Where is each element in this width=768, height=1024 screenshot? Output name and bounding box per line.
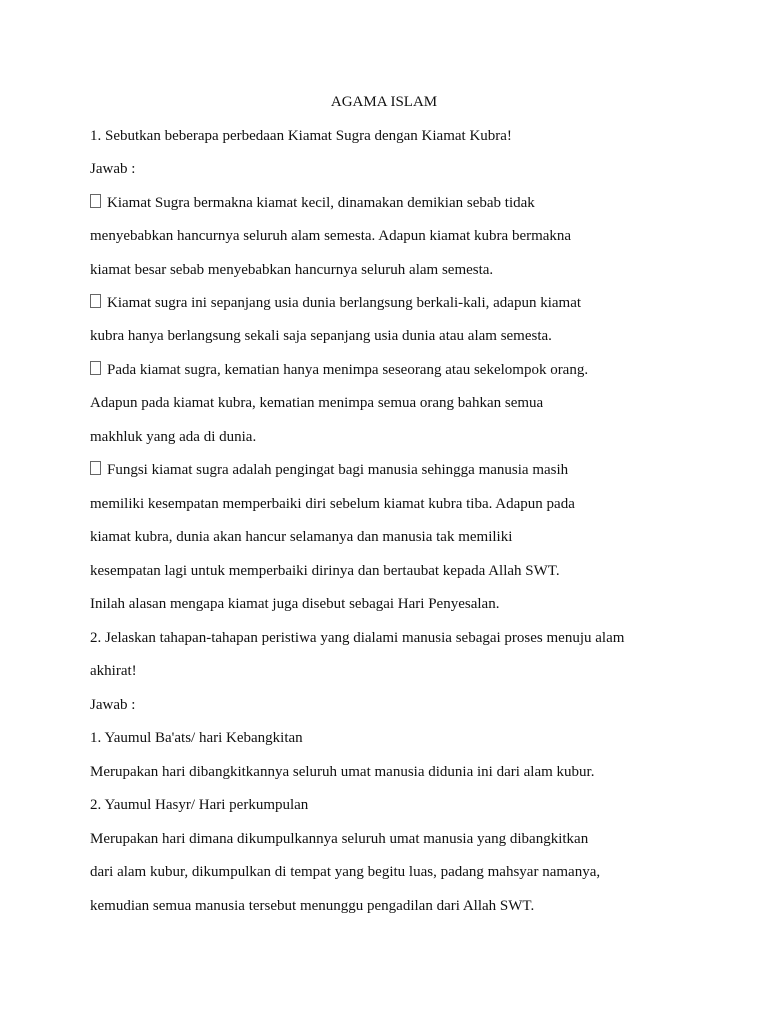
paragraph-line: menyebabkan hancurnya seluruh alam semesta. Adapun kiamat kubra bermakna [90,228,572,244]
paragraph-line: kubra hanya berlangsung sekali saja sepanjang usia dunia atau alam semesta. [90,328,552,344]
bullet-box-icon [90,194,101,208]
paragraph-line: Merupakan hari dibangkitkannya seluruh umat manusia didunia ini dari alam kubur. [90,764,595,780]
paragraph-line: dari alam kubur, dikumpulkan di tempat yang begitu luas, padang mahsyar namanya, [90,864,601,880]
closing-line: Inilah alasan mengapa kiamat juga disebut sebagai Hari Penyesalan. [90,596,500,612]
paragraph-line: kemudian semua manusia tersebut menunggu pengadilan dari Allah SWT. [90,898,535,914]
list-item-heading-1: 1. Yaumul Ba'ats/ hari Kebangkitan [90,730,303,746]
list-item-heading-2: 2. Yaumul Hasyr/ Hari perkumpulan [90,797,309,813]
answer-label-2: Jawab : [90,697,136,713]
paragraph-line: memiliki kesempatan memperbaiki diri sebelum kiamat kubra tiba. Adapun pada [90,496,575,512]
paragraph-line: makhluk yang ada di dunia. [90,429,257,445]
question-2-continued: akhirat! [90,663,137,679]
bullet-point-2 [90,293,728,313]
bullet-box-icon [90,361,101,375]
paragraph-line: Adapun pada kiamat kubra, kematian menimpa semua orang bahkan semua [90,395,544,411]
bullet-point-1 [90,193,728,213]
bullet-point-3 [90,360,728,380]
paragraph-line: Kiamat sugra ini sepanjang usia dunia berlangsung berkali-kali, adapun kiamat [107,295,582,311]
paragraph-line: Pada kiamat sugra, kematian hanya menimpa seseorang atau sekelompok orang. [107,362,589,378]
paragraph-line: Fungsi kiamat sugra adalah pengingat bagi manusia sehingga manusia masih [107,462,569,478]
paragraph-line: kiamat kubra, dunia akan hancur selamanya dan manusia tak memiliki [90,529,513,545]
bullet-box-icon [90,461,101,475]
answer-label-1: Jawab : [90,161,136,177]
bullet-box-icon [90,294,101,308]
question-2: 2. Jelaskan tahapan-tahapan peristiwa yang dialami manusia sebagai proses menuju alam [90,630,625,646]
document-title: AGAMA ISLAM [330,94,438,110]
paragraph-line: Kiamat Sugra bermakna kiamat kecil, dinamakan demikian sebab tidak [107,195,535,211]
bullet-point-4 [90,460,728,480]
question-1: 1. Sebutkan beberapa perbedaan Kiamat Sugra dengan Kiamat Kubra! [90,128,512,144]
paragraph-line: kiamat besar sebab menyebabkan hancurnya seluruh alam semesta. [90,262,494,278]
paragraph-line: kesempatan lagi untuk memperbaiki dirinya dan bertaubat kepada Allah SWT. [90,563,560,579]
paragraph-line: Merupakan hari dimana dikumpulkannya seluruh umat manusia yang dibangkitkan [90,831,589,847]
